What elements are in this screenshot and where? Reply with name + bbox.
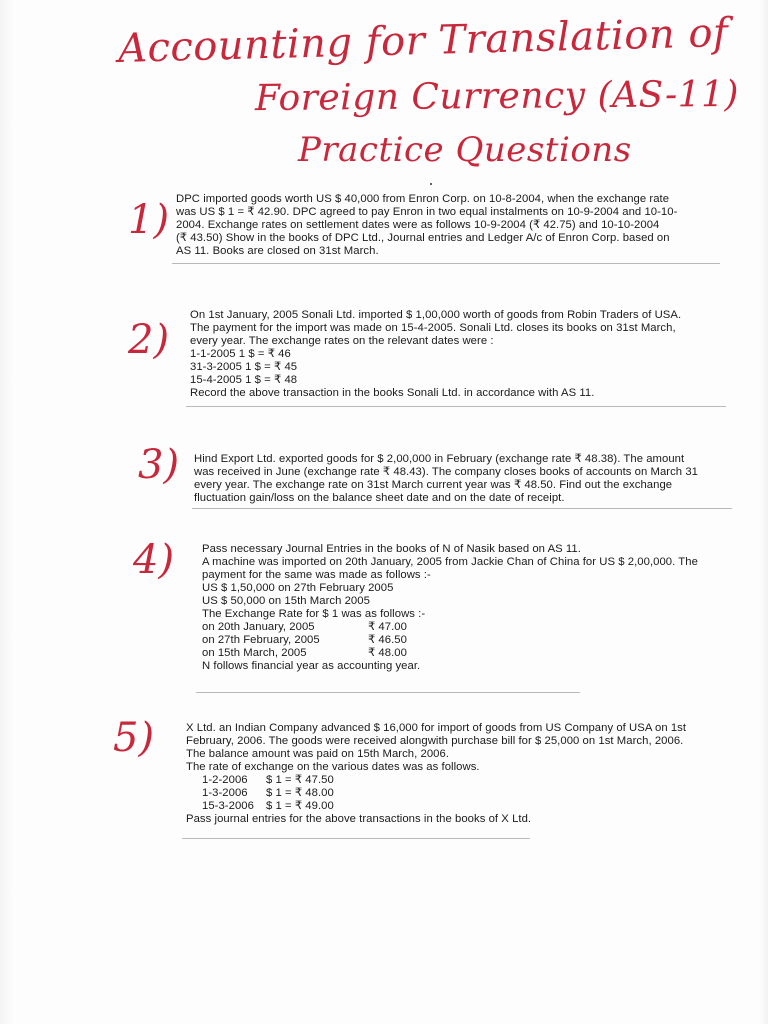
question-number-3: 3) <box>138 442 180 488</box>
question-5-line: Pass journal entries for the above transactions in the books of X Ltd. <box>186 813 532 825</box>
question-4-line: US $ 50,000 on 15th March 2005 <box>202 595 370 607</box>
question-5 <box>186 722 746 826</box>
divider <box>186 406 726 407</box>
question-1-line: AS 11. Books are closed on 31st March. <box>176 245 379 257</box>
title-line-3: Practice Questions <box>298 130 632 170</box>
divider <box>192 508 732 509</box>
rate-date: 1-2-2006 <box>202 774 248 786</box>
question-4-line: payment for the same was made as follows :- <box>202 569 431 581</box>
rate-value: $ 1 = ₹ 47.50 <box>266 774 334 786</box>
question-4 <box>202 543 732 673</box>
question-4-line: The Exchange Rate for $ 1 was as follows :- <box>202 608 426 620</box>
rate-row <box>186 800 746 813</box>
question-2-line: 31-3-2005 1 $ = ₹ 45 <box>190 361 298 373</box>
question-number-5: 5) <box>113 715 155 761</box>
question-2-line: On 1st January, 2005 Sonali Ltd. imported $ 1,00,000 worth of goods from Robin Traders of USA. <box>190 309 682 321</box>
question-1-line: was US $ 1 = ₹ 42.90. DPC agreed to pay Enron in two equal instalments on 10-9-2004 and 10-10- <box>176 206 678 218</box>
rate-date: 1-3-2006 <box>202 787 248 799</box>
title-line-2: Foreign Currency (AS-11) <box>254 73 740 120</box>
question-2-line: 1-1-2005 1 $ = ₹ 46 <box>190 348 291 360</box>
rate-row <box>186 774 746 787</box>
question-5-line: The balance amount was paid on 15th March, 2006. <box>186 748 450 760</box>
title-line-1: Accounting for Translation of <box>117 10 729 72</box>
question-1-line: 2004. Exchange rates on settlement dates were as follows 10-9-2004 (₹ 42.75) and 10-10-2004 <box>176 219 660 231</box>
rate-date: on 20th January, 2005 <box>202 621 315 633</box>
rate-value: $ 1 = ₹ 49.00 <box>266 800 334 812</box>
question-4-line: A machine was imported on 20th January, 2005 from Jackie Chan of China for US $ 2,00,000. The <box>202 556 698 568</box>
question-3-line: Hind Export Ltd. exported goods for $ 2,00,000 in February (exchange rate ₹ 48.38). The amount <box>194 453 685 465</box>
divider <box>172 263 720 264</box>
question-number-4: 4) <box>133 537 175 583</box>
question-2-line: 15-4-2005 1 $ = ₹ 48 <box>190 374 298 386</box>
question-4-line: N follows financial year as accounting year. <box>202 660 421 672</box>
question-2-line: The payment for the import was made on 15-4-2005. Sonali Ltd. closes its books on 31st March, <box>190 322 676 334</box>
divider <box>182 838 530 839</box>
question-number-2: 2) <box>128 317 170 363</box>
question-4-line: Pass necessary Journal Entries in the books of N of Nasik based on AS 11. <box>202 543 581 555</box>
question-3-line: was received in June (exchange rate ₹ 48.43). The company closes books of accounts on March 31 <box>194 466 698 478</box>
rate-value: ₹ 47.00 <box>368 621 407 633</box>
divider <box>196 692 580 693</box>
question-5-line: X Ltd. an Indian Company advanced $ 16,000 for import of goods from US Company of USA on 1st <box>186 722 687 734</box>
question-2 <box>190 309 750 400</box>
question-1 <box>176 193 736 258</box>
rate-row <box>202 647 732 660</box>
rate-row <box>186 787 746 800</box>
stray-mark <box>430 183 432 185</box>
rate-value: $ 1 = ₹ 48.00 <box>266 787 334 799</box>
rate-date: on 15th March, 2005 <box>202 647 307 659</box>
question-1-line: (₹ 43.50) Show in the books of DPC Ltd., Journal entries and Ledger A/c of Enron Corp. based on <box>176 232 670 244</box>
rate-date: on 27th February, 2005 <box>202 634 320 646</box>
rate-value: ₹ 48.00 <box>368 647 407 659</box>
rate-date: 15-3-2006 <box>202 800 254 812</box>
rate-value: ₹ 46.50 <box>368 634 407 646</box>
question-number-1: 1) <box>128 197 170 243</box>
rate-row <box>202 621 732 634</box>
question-5-line: The rate of exchange on the various dates was as follows. <box>186 761 480 773</box>
question-3 <box>194 453 734 505</box>
rate-row <box>202 634 732 647</box>
question-2-line: every year. The exchange rates on the relevant dates were : <box>190 335 494 347</box>
question-1-line: DPC imported goods worth US $ 40,000 from Enron Corp. on 10-8-2004, when the exchange rate <box>176 193 670 205</box>
question-3-line: every year. The exchange rate on 31st March current year was ₹ 48.50. Find out the exchange <box>194 479 673 491</box>
question-3-line: fluctuation gain/loss on the balance sheet date and on the date of receipt. <box>194 492 565 504</box>
question-4-line: US $ 1,50,000 on 27th February 2005 <box>202 582 394 594</box>
question-5-line: February, 2006. The goods were received alongwith purchase bill for $ 25,000 on 1st March, 2006. <box>186 735 684 747</box>
question-2-line: Record the above transaction in the books Sonali Ltd. in accordance with AS 11. <box>190 387 595 399</box>
